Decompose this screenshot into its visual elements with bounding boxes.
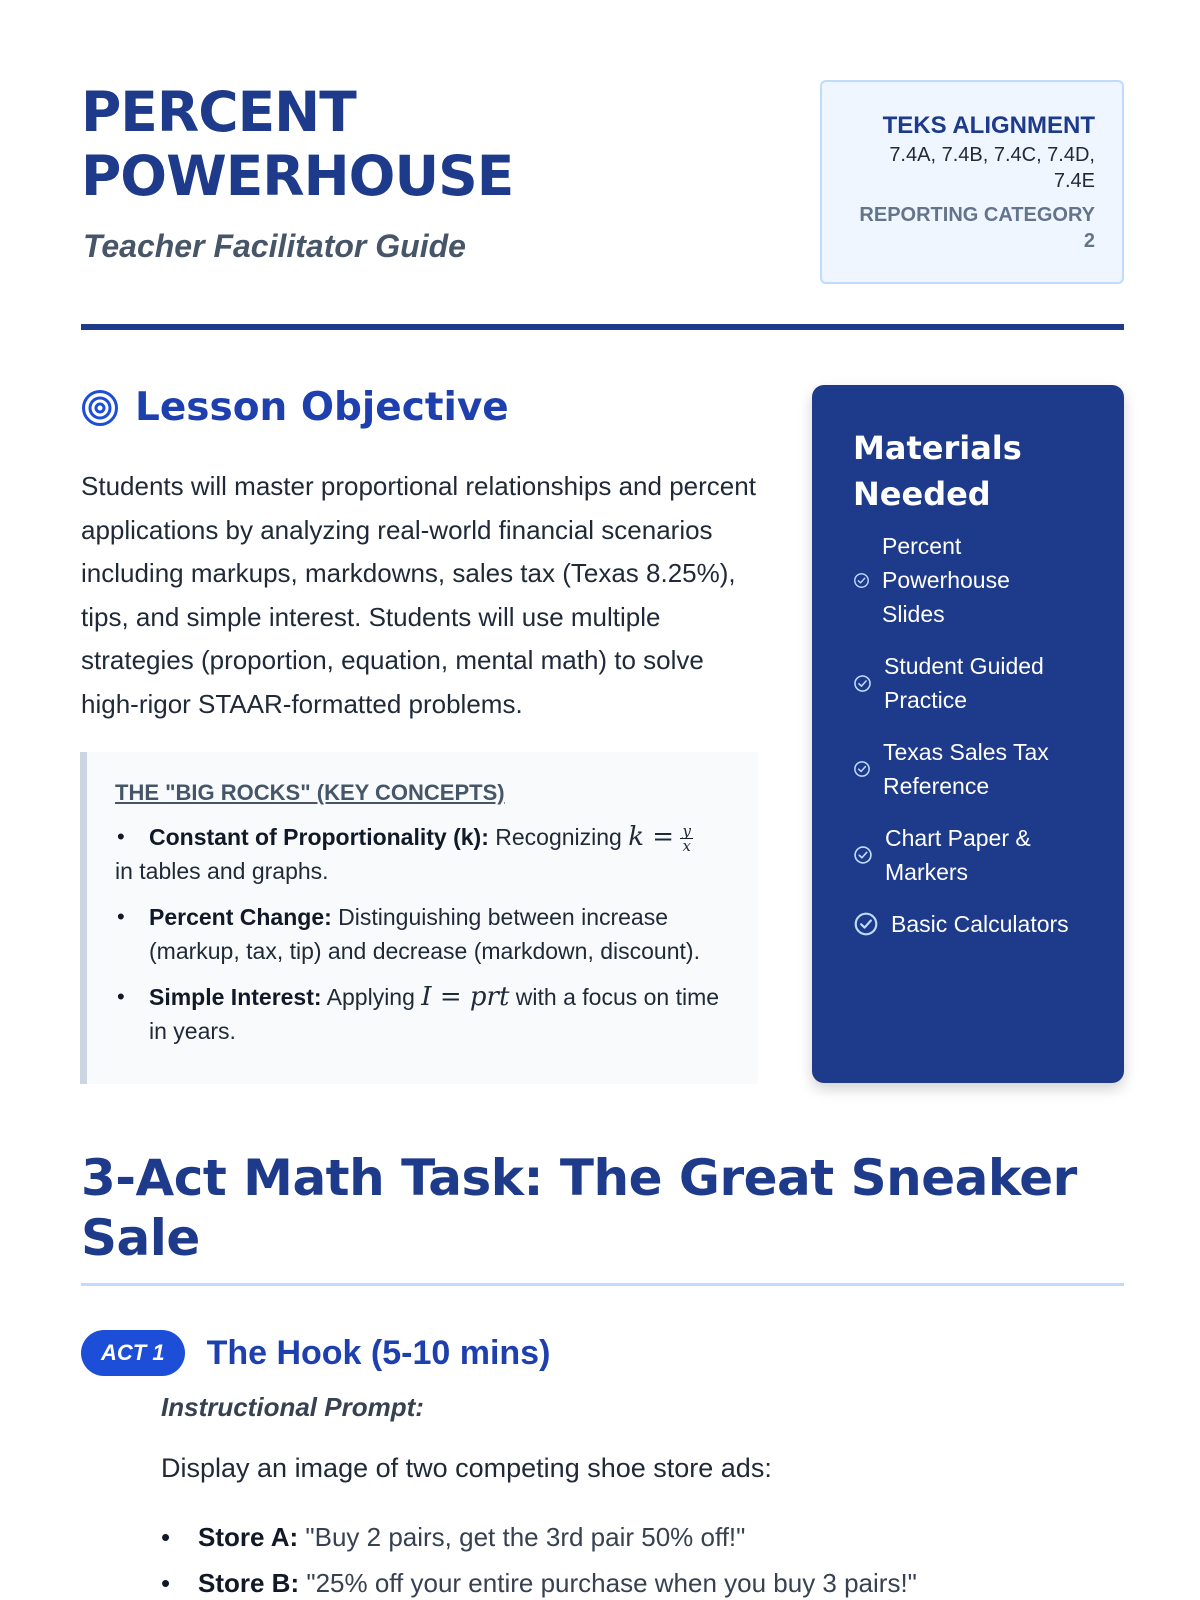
materials-list: [853, 529, 1094, 941]
store-ads-list: [161, 1514, 1121, 1600]
teks-codes-line-1: 7.4A, 7.4B, 7.4C, 7.4D,: [889, 144, 1095, 166]
materials-item: [853, 649, 1094, 717]
materials-item-label: Chart Paper & Markers: [885, 825, 1031, 885]
store-ad-text: "Buy 2 pairs, get the 3rd pair 50% off!": [298, 1522, 746, 1552]
objective-heading: [81, 385, 509, 430]
materials-item: [853, 821, 1094, 889]
check-circle-icon: [853, 760, 871, 778]
big-rocks-heading: THE "BIG ROCKS" (KEY CONCEPTS): [115, 780, 505, 805]
teks-heading: TEKS ALIGNMENT: [882, 112, 1095, 139]
instructional-prompt-text: Display an image of two competing shoe store ads:: [161, 1453, 772, 1483]
big-rock-text: Recognizing: [488, 824, 629, 850]
materials-item: [853, 735, 1094, 803]
big-rock-term: Simple Interest:: [149, 984, 322, 1010]
check-circle-icon: [853, 845, 873, 865]
bullet-icon: •: [117, 984, 125, 1009]
check-circle-icon: [853, 674, 872, 693]
fraction-y-over-x: [680, 822, 692, 856]
big-rocks-list: [115, 820, 732, 1048]
objective-title: Lesson Objective: [135, 385, 509, 430]
page-title: [81, 80, 761, 208]
teks-alignment-box: [820, 80, 1124, 284]
store-ad-item: [161, 1514, 1121, 1560]
store-name: Store B:: [198, 1568, 300, 1598]
fraction-denominator: x: [682, 837, 691, 856]
big-rock-term: Percent Change:: [149, 904, 332, 930]
big-rock-item: [115, 820, 732, 888]
big-rock-text: Applying: [321, 984, 422, 1010]
reporting-category-label: REPORTING CATEGORY: [859, 204, 1095, 226]
instructional-prompt-label: Instructional Prompt:: [161, 1392, 424, 1422]
big-rock-item: [115, 980, 732, 1048]
store-ad-item: [161, 1560, 1121, 1600]
big-rock-term: Constant of Proportionality (k):: [149, 824, 489, 850]
materials-panel: [812, 385, 1124, 1083]
title-line-1: PERCENT: [81, 80, 356, 144]
check-circle-icon: [853, 911, 879, 937]
page-subtitle: Teacher Facilitator Guide: [83, 228, 466, 264]
bullet-icon: •: [161, 1568, 171, 1598]
big-rock-item: [115, 900, 732, 968]
bullet-icon: •: [117, 824, 125, 849]
bullet-icon: •: [117, 904, 125, 929]
materials-title: Materials Needed: [853, 429, 1022, 513]
task-title: 3-Act Math Task: The Great Sneaker Sale: [81, 1149, 1077, 1267]
act-1-heading: [81, 1330, 550, 1376]
bullet-icon: •: [161, 1522, 171, 1552]
materials-item-label: Basic Calculators: [891, 911, 1069, 937]
teks-codes: [852, 142, 1095, 194]
act-title: The Hook (5-10 mins): [206, 1333, 551, 1372]
materials-item-label: Texas Sales Tax Reference: [883, 739, 1049, 799]
check-circle-icon: [853, 572, 870, 589]
materials-item: [853, 907, 1094, 941]
materials-item: [853, 529, 1094, 631]
teks-codes-line-2: 7.4E: [1053, 170, 1095, 192]
act-badge: ACT 1: [81, 1330, 185, 1376]
task-divider: [81, 1283, 1124, 1286]
header-divider: [81, 324, 1124, 330]
store-ad-text: "25% off your entire purchase when you buy 3 pairs!": [299, 1568, 917, 1598]
store-name: Store A:: [198, 1522, 299, 1552]
big-rock-text: Distinguishing between increase (markup, tax, tip) and decrease (markdown, discount).: [149, 904, 700, 964]
math-expression: k =: [628, 822, 675, 852]
title-line-2: POWERHOUSE: [81, 144, 514, 208]
target-icon: [81, 389, 119, 427]
materials-item-label: Student Guided Practice: [884, 653, 1044, 713]
big-rock-text-continued: in tables and graphs.: [115, 858, 329, 884]
big-rock-text-continued: with a focus on time in years.: [149, 984, 720, 1044]
fraction-numerator: y: [682, 822, 691, 841]
materials-item-label: Percent Powerhouse Slides: [882, 533, 1010, 627]
reporting-category-value: 2: [1083, 230, 1095, 252]
math-expression: I = prt: [421, 982, 510, 1012]
objective-text: Students will master proportional relationships and percent applications by analyzing real-world financial scenarios including markups, markdowns, sales tax (Texas 8.25%), tips, and simple interest. Students will use multiple strategies (proportion, equation, mental math) to solve high-rigor STAAR-formatted problems.: [81, 471, 756, 719]
big-rocks-box: [80, 752, 758, 1084]
